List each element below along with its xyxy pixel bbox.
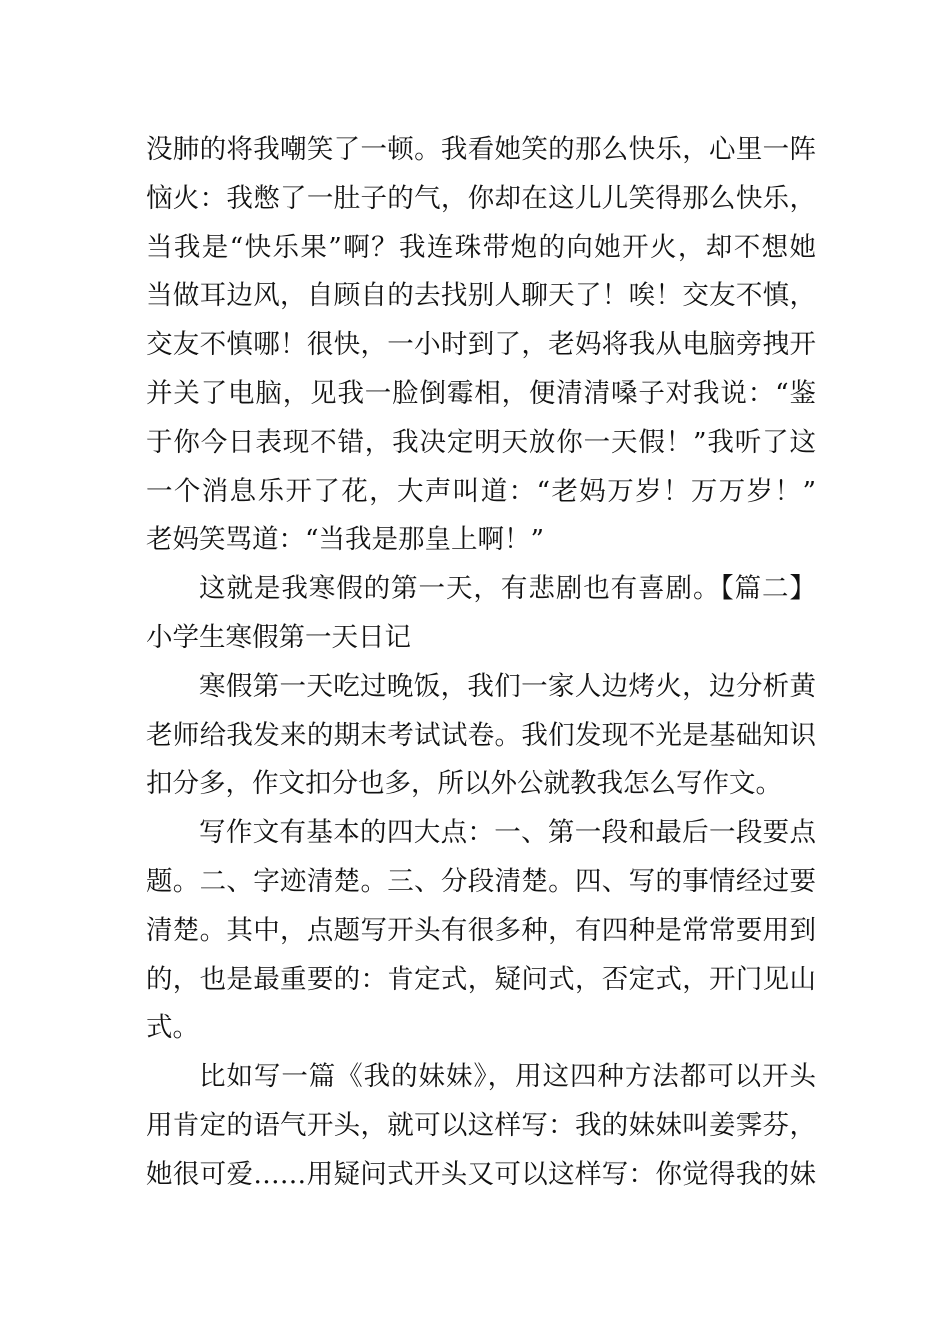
body-text	[146, 126, 816, 1200]
text-line: 寒假第一天吃过晚饭，我们一家人边烤火，边分析黄	[199, 670, 816, 702]
text-line: 当我是“快乐果”啊？我连珠带炮的向她开火，却不想她	[146, 231, 816, 263]
text-line: 小学生寒假第一天日记	[146, 621, 411, 653]
text-line: 并关了电脑，见我一脸倒霉相，便清清嗓子对我说：“鉴	[146, 377, 816, 409]
text-line: 老师给我发来的期末考试试卷。我们发现不光是基础知识	[146, 719, 816, 751]
text-line: 式。	[146, 1012, 199, 1044]
text-line: 交友不慎哪！很快，一小时到了，老妈将我从电脑旁拽开	[146, 329, 816, 361]
text-line: 用肯定的语气开头，就可以这样写：我的妹妹叫姜霁芬，	[146, 1109, 816, 1141]
text-line: 于你今日表现不错，我决定明天放你一天假！”我听了这	[146, 426, 816, 458]
text-line: 扣分多，作文扣分也多，所以外公就教我怎么写作文。	[146, 768, 782, 800]
text-line: 清楚。其中，点题写开头有很多种，有四种是常常要用到	[146, 914, 816, 946]
text-line: 恼火：我憋了一肚子的气，你却在这儿儿笑得那么快乐，	[146, 182, 816, 214]
text-line: 没肺的将我嘲笑了一顿。我看她笑的那么快乐，心里一阵	[146, 134, 816, 165]
text-line: 的，也是最重要的：肯定式，疑问式，否定式，开门见山	[146, 963, 816, 995]
text-line: 这就是我寒假的第一天，有悲剧也有喜剧。【篇二】	[199, 573, 816, 605]
text-line: 写作文有基本的四大点：一、第一段和最后一段要点	[199, 817, 816, 849]
text-line: 老妈笑骂道：“当我是那皇上啊！”	[146, 524, 545, 556]
text-line: 她很可爱……用疑问式开头又可以这样写：你觉得我的妹	[146, 1158, 816, 1190]
text-line: 比如写一篇《我的妹妹》，用这四种方法都可以开头	[199, 1061, 816, 1093]
text-line: 当做耳边风，自顾自的去找别人聊天了！唉！交友不慎，	[146, 280, 816, 312]
text-line: 一个消息乐开了花，大声叫道：“老妈万岁！万万岁！”	[146, 475, 816, 507]
text-line: 题。二、字迹清楚。三、分段清楚。四、写的事情经过要	[146, 865, 816, 897]
